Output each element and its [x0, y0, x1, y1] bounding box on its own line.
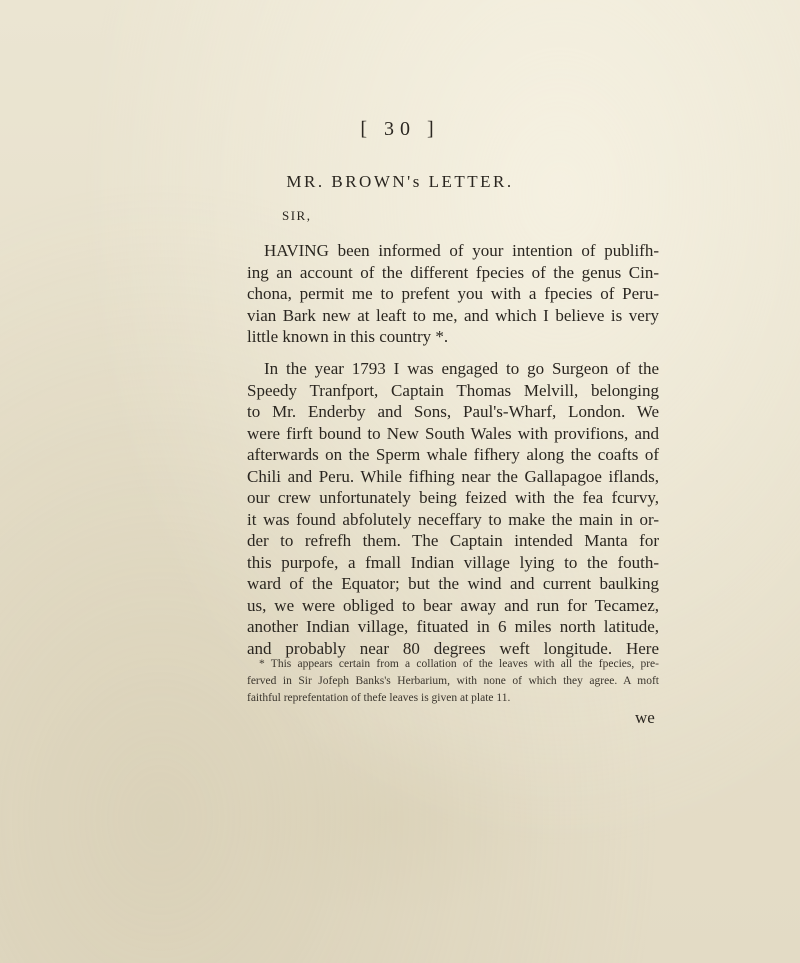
- paper-stain: [220, 720, 560, 920]
- text-line: Chili and Peru. While fifhing near the Gallapagoe iflands,: [247, 466, 659, 486]
- catchword: we: [635, 708, 655, 727]
- text-line: our crew unfortunately being feized with the fea fcurvy,: [247, 488, 659, 507]
- paragraph-2: [247, 358, 659, 659]
- text-line: vian Bark new at leaft to me, and which I believe is very: [247, 305, 659, 325]
- text-line: chona, permit me to prefent you with a fpecies of Peru-: [247, 284, 659, 303]
- text-line: little known in this country *.: [247, 327, 449, 346]
- footnote-line: ferved in Sir Jofeph Banks's Herbarium, with none of which they agree. A moft: [247, 675, 659, 687]
- text-line: were firft bound to New South Wales with provifions, and: [247, 423, 659, 443]
- page-number: [ 30 ]: [360, 118, 440, 140]
- paragraph-1: [247, 240, 659, 348]
- text-line: afterwards on the Sperm whale fifhery along the coafts of: [247, 445, 659, 464]
- text-line: der to refrefh them. The Captain intended Manta for: [247, 531, 659, 550]
- text-line: ing an account of the different fpecies of the genus Cin-: [247, 262, 659, 282]
- text-line: In the year 1793 I was engaged to go Surgeon of the: [264, 359, 659, 378]
- footnote: [247, 656, 659, 707]
- text-line: ward of the Equator; but the wind and current baulking: [247, 574, 659, 593]
- text-line: another Indian village, fituated in 6 miles north latitude,: [247, 617, 659, 636]
- text-line: to Mr. Enderby and Sons, Paul's-Wharf, London. We: [247, 402, 659, 421]
- letter-title: MR. BROWN's LETTER.: [286, 172, 514, 191]
- footnote-line: * This appears certain from a collation of the leaves with all the fpecies, pre-: [259, 658, 659, 670]
- text-line: HAVING been informed of your intention of publifh-: [264, 241, 659, 260]
- text-line: and probably near 80 degrees weft longitude. Here: [247, 638, 659, 658]
- salutation: SIR,: [282, 208, 312, 223]
- text-line: Speedy Tranfport, Captain Thomas Melvill, belonging: [247, 380, 659, 400]
- footnote-line: faithful reprefentation of thefe leaves is given at plate 11.: [247, 692, 511, 704]
- text-line: it was found abfolutely neceffary to make the main in or-: [247, 509, 659, 529]
- text-line: us, we were obliged to bear away and run for Tecamez,: [247, 595, 659, 615]
- text-line: this purpofe, a fmall Indian village lying to the fouth-: [247, 552, 659, 572]
